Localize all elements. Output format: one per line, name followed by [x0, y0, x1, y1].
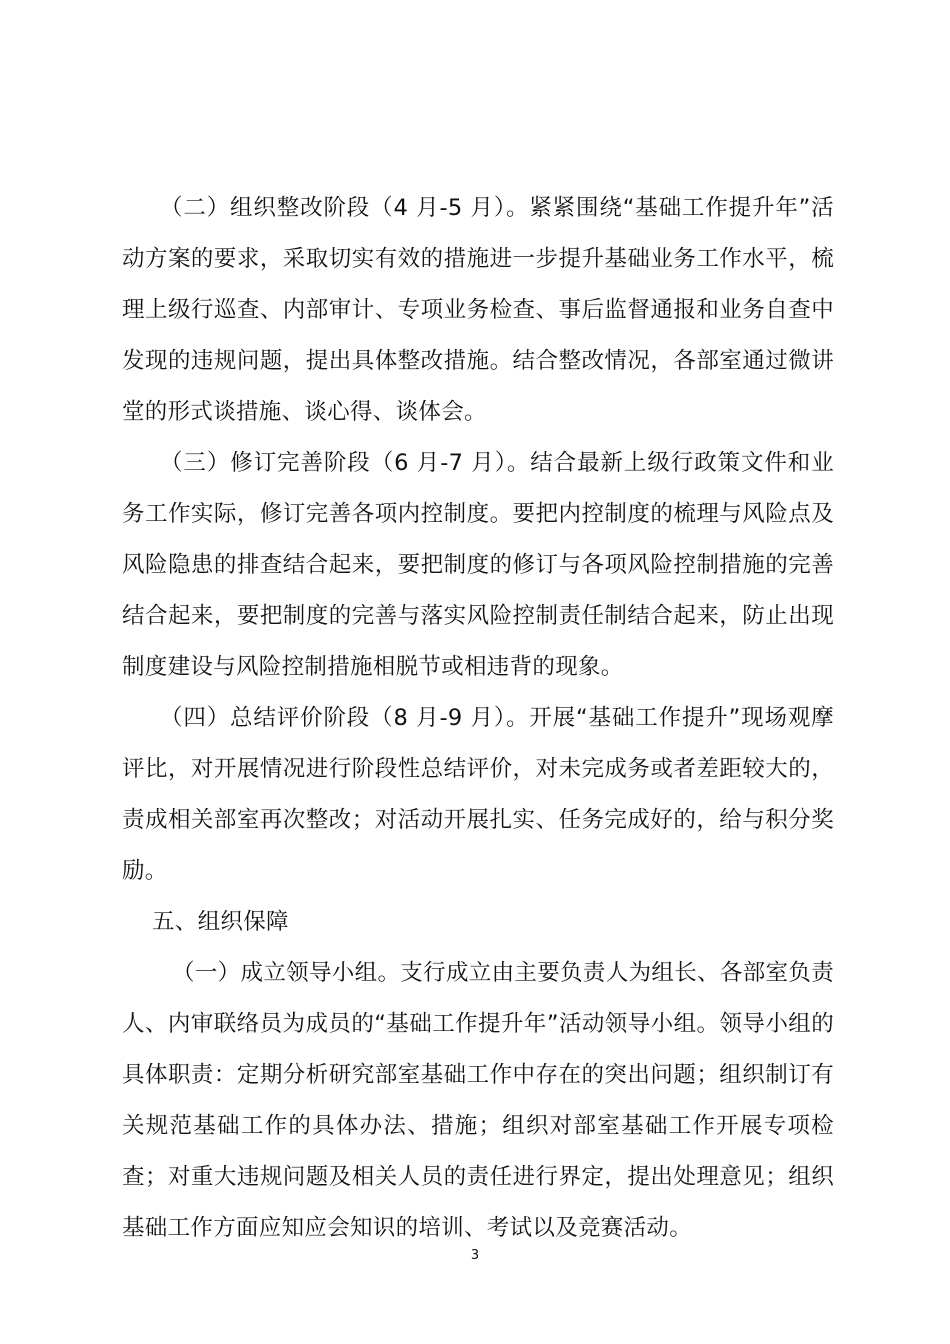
page-number: 3 [470, 1248, 480, 1263]
paragraph-stage-three: （三）修订完善阶段（6 月-7 月）。结合最新上级行政策文件和业务工作实际，修订完善各项内控制度。要把内控制度的梳理与风险点及风险隐患的排查结合起来，要把制度的修订与各项风险控制措施的完善结合起来，要把制度的完善与落实风险控制责任制结合起来，防止出现制度建设与风险控制措施相脱节或相违背的现象。 [122, 450, 834, 680]
document-body [122, 183, 834, 1254]
paragraph-stage-four: （四）总结评价阶段（8 月-9 月）。开展“基础工作提升”现场观摩评比，对开展情况进行阶段性总结评价，对未完成务或者差距较大的，责成相关部室再次整改；对活动开展扎实、任务完成好的，给与积分奖励。 [122, 705, 834, 884]
section-heading: 五、组织保障 [152, 909, 289, 935]
paragraph-stage-two: （二）组织整改阶段（4 月-5 月）。紧紧围绕“基础工作提升年”活动方案的要求，采取切实有效的措施进一步提升基础业务工作水平，梳理上级行巡查、内部审计、专项业务检查、事后监督通报和业务自查中发现的违规问题，提出具体整改措施。结合整改情况，各部室通过微讲堂的形式谈措施、谈心得、谈体会。 [122, 195, 834, 425]
paragraph-leadership-group: （一）成立领导小组。支行成立由主要负责人为组长、各部室负责人、内审联络员为成员的“基础工作提升年”活动领导小组。领导小组的具体职责：定期分析研究部室基础工作中存在的突出问题；组织制订有关规范基础工作的具体办法、措施；组织对部室基础工作开展专项检查；对重大违规问题及相关人员的责任进行界定，提出处理意见；组织基础工作方面应知应会知识的培训、考试以及竞赛活动。 [122, 960, 834, 1241]
